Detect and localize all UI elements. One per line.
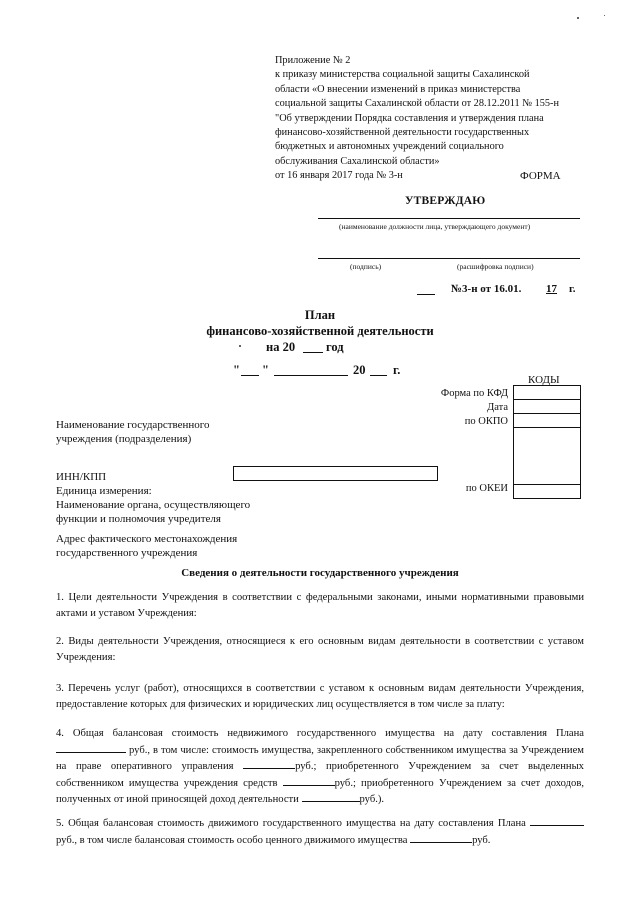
- section-title: Сведения о деятельности государственного учреждения: [181, 567, 459, 579]
- scan-speck: [239, 345, 241, 347]
- paragraph-2: 2. Виды деятельности Учреждения, относящиеся к его основным видам деятельности в соответствии с уставом Учреждения:: [56, 636, 584, 663]
- inn-kpp-input[interactable]: [233, 466, 438, 481]
- signature-line: [318, 258, 580, 259]
- plan-subtitle: финансово-хозяйственной деятельности: [206, 324, 434, 338]
- position-caption: (наименование должности лица, утверждающего документ): [339, 222, 531, 231]
- code-cell-okei[interactable]: [514, 485, 581, 499]
- code-label-okpo: по ОКПО: [464, 416, 508, 427]
- appendix-line: от 16 января 2017 года № 3-н: [275, 170, 403, 182]
- decoding-caption: (расшифровка подписи): [457, 262, 534, 271]
- plan-year-blank: [303, 352, 323, 353]
- code-label-date: Дата: [487, 402, 508, 413]
- unit-label: Единица измерения:: [56, 485, 152, 497]
- date-year-blank: [370, 375, 387, 376]
- paragraph-4-part: 4. Общая балансовая стоимость недвижимого государственного имущества на дату составления Плана: [56, 728, 584, 739]
- codes-table: [513, 385, 581, 499]
- appendix-line: Приложение № 2: [275, 55, 351, 66]
- paragraph-5: [56, 815, 584, 848]
- code-cell-kfd[interactable]: [514, 386, 581, 400]
- paragraph-4-part: руб.).: [359, 794, 385, 805]
- p4-operational-blank[interactable]: [243, 758, 295, 769]
- date-year-suffix: г.: [393, 363, 401, 377]
- approve-title: УТВЕРЖДАЮ: [405, 195, 486, 207]
- signature-caption: (подпись): [350, 262, 382, 271]
- approval-day-blank: [417, 294, 435, 295]
- appendix-line: бюджетных и автономных учреждений социального: [275, 141, 504, 153]
- code-cell-blank[interactable]: [514, 428, 581, 485]
- date-year-prefix: 20: [353, 363, 366, 377]
- scan-speck: [604, 15, 605, 16]
- appendix-line: социальной защиты Сахалинской области от 28.12.2011 № 155-н: [275, 98, 559, 110]
- code-labels: [400, 387, 508, 429]
- approval-year-suffix: г.: [569, 283, 576, 295]
- date-day-blank: [241, 375, 259, 376]
- form-label: ФОРМА: [520, 170, 561, 182]
- date-month-blank: [274, 375, 348, 376]
- p4-allocated-blank[interactable]: [283, 775, 335, 786]
- plan-year-prefix: на 20: [266, 340, 296, 354]
- p4-income-blank[interactable]: [302, 791, 360, 802]
- paragraph-4-part: руб., в том числе: стоимость имущества, закрепленного собственником имущества за Учреждением на праве оперативного управления: [56, 744, 584, 772]
- paragraph-3: 3. Перечень услуг (работ), относящихся в соответствии с уставом к основным видам деятельности Учреждения, предоставление которых для физических и юридических лиц осуществляется в том числе за плату:: [56, 683, 584, 710]
- codes-header: КОДЫ: [528, 374, 560, 386]
- institution-name-label: Наименование государственного учреждения (подразделения): [56, 419, 210, 445]
- approval-number: №3-н от 16.01.: [451, 283, 522, 295]
- approval-year: 17: [546, 283, 557, 295]
- paragraph-1: 1. Цели деятельности Учреждения в соответствии с федеральными законами, иными нормативными правовыми актами и уставом Учреждения:: [56, 592, 584, 619]
- code-cell-date[interactable]: [514, 400, 581, 414]
- p4-total-blank[interactable]: [56, 742, 126, 753]
- code-label-kfd: Форма по КФД: [440, 388, 508, 399]
- date-quote-open: ": [233, 363, 240, 377]
- appendix-line: финансово-хозяйственной деятельности государственных: [275, 127, 530, 139]
- appendix-line: области «О внесении изменений в приказ министерства: [275, 83, 521, 95]
- appendix-line: обслуживания Сахалинской области»: [275, 155, 440, 167]
- p5-valuable-blank[interactable]: [410, 832, 472, 843]
- code-cell-okpo[interactable]: [514, 414, 581, 428]
- founder-label: Наименование органа, осуществляющего функции и полномочия учредителя: [56, 499, 251, 525]
- paragraph-5-part: руб.: [472, 834, 491, 846]
- paragraph-4-part: руб.; приобретенного Учреждением за счет выделенных собственником имущества учреждения средств: [56, 761, 584, 789]
- p5-total-blank[interactable]: [530, 815, 584, 826]
- paragraph-5-part: 5. Общая балансовая стоимость движимого государственного имущества на дату составления Плана: [56, 818, 526, 829]
- plan-year-suffix: год: [326, 340, 344, 354]
- inn-kpp-label: ИНН/КПП: [56, 471, 107, 483]
- appendix-line: "Об утверждении Порядка составления и утверждения плана: [275, 112, 544, 124]
- appendix-line: к приказу министерства социальной защиты Сахалинской: [275, 69, 530, 81]
- paragraph-4: [56, 726, 584, 808]
- paragraph-4-part: руб.; приобретенного Учреждением за счет доходов, полученных от иной приносящей доход деятельности: [56, 777, 584, 805]
- date-quote-close: ": [262, 363, 269, 377]
- scan-speck: [577, 17, 579, 19]
- paragraph-5-part: руб., в том числе балансовая стоимость особо ценного движимого имущества: [56, 834, 408, 846]
- position-line: [318, 218, 580, 219]
- plan-title: План: [304, 308, 336, 322]
- address-label: Адрес фактического местонахождения государственного учреждения: [56, 533, 238, 559]
- appendix-header: [275, 54, 595, 184]
- code-label-okei: по ОКЕИ: [465, 483, 508, 494]
